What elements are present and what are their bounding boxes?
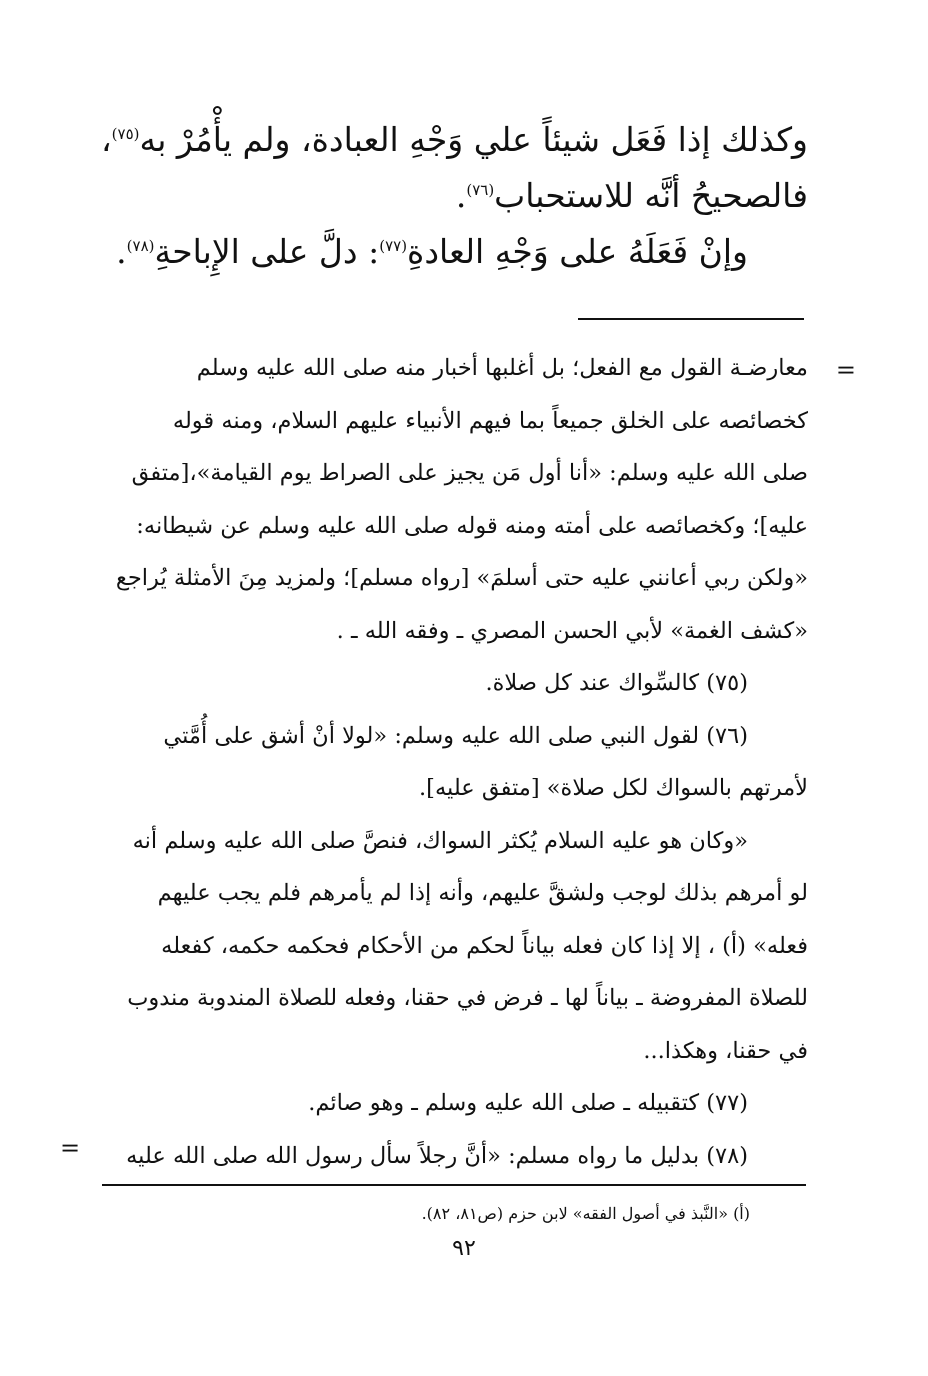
note-77: (٧٧) كتقبيله ـ صلى الله عليه وسلم ـ وهو صائم. <box>308 1090 748 1116</box>
footnote-ref-75: (٧٥) <box>111 125 140 143</box>
footnotes-separator <box>578 318 804 320</box>
footnote-ref-78: (٧٨) <box>126 237 155 255</box>
main-text <box>101 112 808 280</box>
note-line: معارضـة القول مع الفعل؛ بل أغلبها أخبار منه صلى الله عليه وسلم <box>196 355 808 381</box>
note-line: صلى الله عليه وسلم: «أنا أول مَن يجيز على الصراط يوم القيامة»،[متفق <box>131 460 808 486</box>
page-number: ٩٢ <box>452 1236 476 1261</box>
note-76: (٧٦) لقول النبي صلى الله عليه وسلم: «لولا أنْ أشق على أُمَّتي <box>163 722 748 749</box>
note-line: «ولكن ربي أعانني عليه حتى أسلمَ» [رواه مسلم]؛ ولمزيد مِنَ الأمثلة يُراجع <box>115 565 808 591</box>
footnotes-block <box>102 342 808 1182</box>
page-footnote: (أ) «النَّبذ في أصول الفقه» لابن حزم (ص٨١، ٨٢). <box>421 1204 750 1223</box>
note-line: فعله» (أ) ، إلا إذا كان فعله بياناً لحكم من الأحكام فحكمه حكمه، كفعله <box>161 932 808 959</box>
footnote-ref-76: (٧٦) <box>466 181 495 199</box>
main-line-1: وكذلك إذا فَعَل شيئاً علي وَجْهِ العبادة، ولم يأْمُرْ به$^{(٧٥)}$، <box>101 120 808 159</box>
continuation-mark-bottom: = <box>60 1134 81 1162</box>
footnote-separator <box>102 1184 806 1186</box>
note-75: (٧٥) كالسِّواك عند كل صلاة. <box>485 670 748 696</box>
note-78: (٧٨) بدليل ما رواه مسلم: «أنَّ رجلاً سأل رسول الله صلى الله عليه <box>126 1142 748 1169</box>
note-line: عليه]؛ وكخصائصه على أمته ومنه قوله صلى الله عليه وسلم عن شيطانه: <box>136 512 808 539</box>
note-line: «كشف الغمة» لأبي الحسن المصري ـ وفقه الله ـ . <box>336 617 808 644</box>
footnote-ref-77: (٧٧) <box>379 237 408 255</box>
note-line: كخصائصه على الخلق جميعاً بما فيهم الأنبياء عليهم السلام، ومنه قوله <box>172 407 808 434</box>
note-quote: «وكان هو عليه السلام يُكثر السواك، فنصَّ صلى الله عليه وسلم أنه <box>132 827 748 854</box>
continuation-mark-top: = <box>835 356 856 384</box>
note-line: لو أمرهم بذلك لوجب ولشقَّ عليهم، وأنه إذا لم يأمرهم فلم يجب عليهم <box>157 880 808 906</box>
main-line-3: وإنْ فَعَلَهُ على وَجْهِ العادةِ$^{(٧٧)}$: دلَّ على الإِباحةِ$^{(٧٨)}$. <box>116 232 748 271</box>
main-line-2: فالصحيحُ أنَّه للاستحباب$^{(٧٦)}$. <box>455 176 808 215</box>
note-line: لأمرتهم بالسواك لكل صلاة» [متفق عليه]. <box>419 775 808 801</box>
note-line: للصلاة المفروضة ـ بياناً لها ـ فرض في حقنا، وفعله للصلاة المندوبة مندوب <box>127 985 808 1011</box>
note-line: في حقنا، وهكذا... <box>643 1037 808 1064</box>
